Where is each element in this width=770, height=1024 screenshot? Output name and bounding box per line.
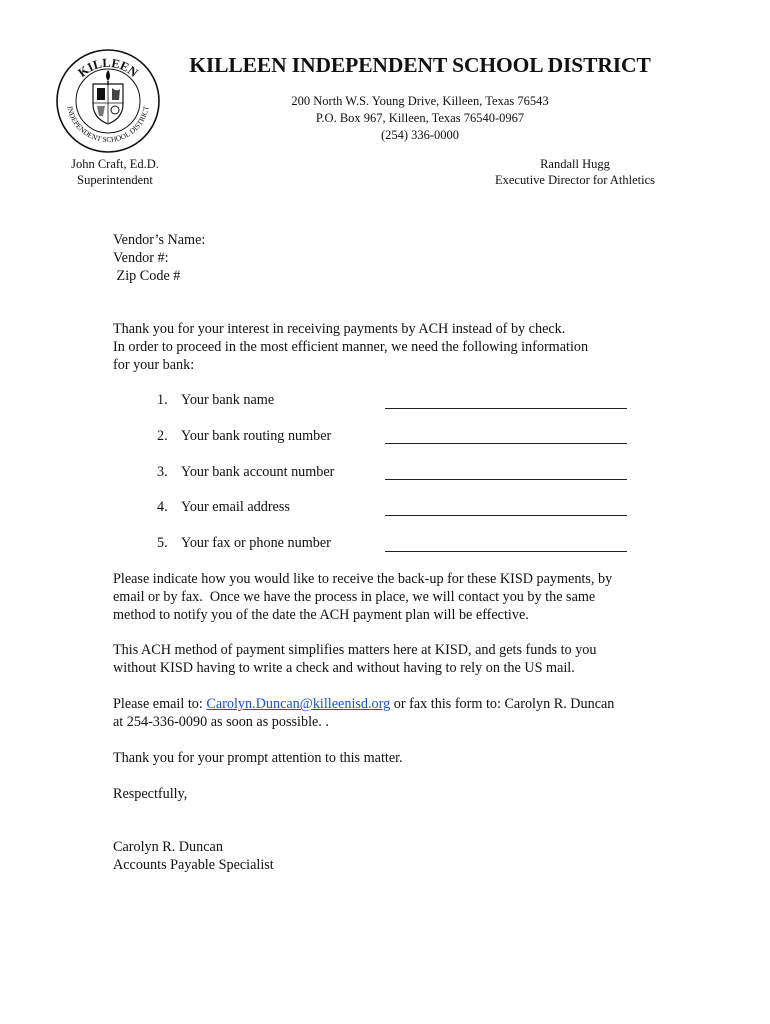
- seal-bottom-text: INDEPENDENT SCHOOL DISTRICT: [65, 105, 151, 145]
- field-account-number: [157, 464, 334, 481]
- field-label: Your fax or phone number: [181, 535, 331, 551]
- signer-name: Carolyn R. Duncan: [113, 839, 223, 855]
- seal-top-text: KILLEEN: [75, 55, 141, 80]
- bank-name-blank[interactable]: [385, 408, 627, 409]
- field-label: Your bank routing number: [181, 428, 332, 444]
- fax-phone-blank[interactable]: [385, 551, 627, 552]
- field-fax-or-phone: [157, 535, 331, 552]
- address-line-2: P.O. Box 967, Killeen, Texas 76540-0967: [315, 111, 525, 125]
- athletics-director-title: Executive Director for Athletics: [494, 173, 655, 187]
- backup-paragraph-line-2: email or by fax. Once we have the process in place, we will contact you by the same: [113, 589, 596, 605]
- ach-paragraph-line-2: without KISD having to write a check and without having to rely on the US mail.: [113, 660, 575, 676]
- field-number: 2.: [157, 428, 168, 444]
- field-number: 4.: [157, 499, 168, 515]
- contact-suffix: or fax this form to: Carolyn R. Duncan: [390, 696, 615, 712]
- zip-code-label: Zip Code #: [113, 268, 181, 284]
- intro-line-3: for your bank:: [113, 357, 195, 373]
- intro-line-2: In order to proceed in the most efficient manner, we need the following information: [113, 339, 589, 355]
- thank-you-line: Thank you for your prompt attention to this matter.: [113, 750, 403, 766]
- field-label: Your bank name: [181, 392, 275, 408]
- district-title: KILLEEN INDEPENDENT SCHOOL DISTRICT: [189, 53, 651, 77]
- intro-line-1: Thank you for your interest in receiving payments by ACH instead of by check.: [113, 321, 566, 337]
- field-label: Your email address: [181, 499, 290, 515]
- backup-paragraph-line-3: method to notify you of the date the ACH payment plan will be effective.: [113, 607, 529, 623]
- contact-prefix: Please email to:: [113, 696, 207, 712]
- account-number-blank[interactable]: [385, 479, 627, 480]
- field-bank-name: [157, 392, 274, 409]
- contact-paragraph-line-2: at 254-336-0090 as soon as possible. .: [113, 714, 329, 730]
- athletics-director-name: Randall Hugg: [540, 157, 610, 171]
- email-link[interactable]: Carolyn.Duncan@killeenisd.org: [206, 696, 391, 712]
- field-number: 1.: [157, 392, 168, 408]
- field-number: 5.: [157, 535, 168, 551]
- vendor-number-label: Vendor #:: [113, 250, 169, 266]
- phone-number: (254) 336-0000: [380, 128, 460, 142]
- signer-title: Accounts Payable Specialist: [113, 857, 274, 873]
- field-number: 3.: [157, 464, 168, 480]
- routing-number-blank[interactable]: [385, 443, 627, 444]
- ach-paragraph-line-1: This ACH method of payment simplifies matters here at KISD, and gets funds to you: [113, 642, 597, 658]
- field-routing-number: [157, 428, 331, 445]
- email-address-blank[interactable]: [385, 515, 627, 516]
- superintendent-name: John Craft, Ed.D.: [71, 157, 159, 171]
- district-seal-logo: [55, 48, 161, 154]
- superintendent-title: Superintendent: [77, 173, 153, 187]
- vendor-name-label: Vendor’s Name:: [113, 232, 206, 248]
- closing-line: Respectfully,: [113, 786, 188, 802]
- backup-paragraph-line-1: Please indicate how you would like to receive the back-up for these KISD payments, by: [113, 571, 613, 587]
- field-email-address: [157, 499, 290, 516]
- address-line-1: 200 North W.S. Young Drive, Killeen, Texas 76543: [291, 94, 549, 108]
- contact-paragraph-line-1: [113, 695, 673, 713]
- field-label: Your bank account number: [181, 464, 335, 480]
